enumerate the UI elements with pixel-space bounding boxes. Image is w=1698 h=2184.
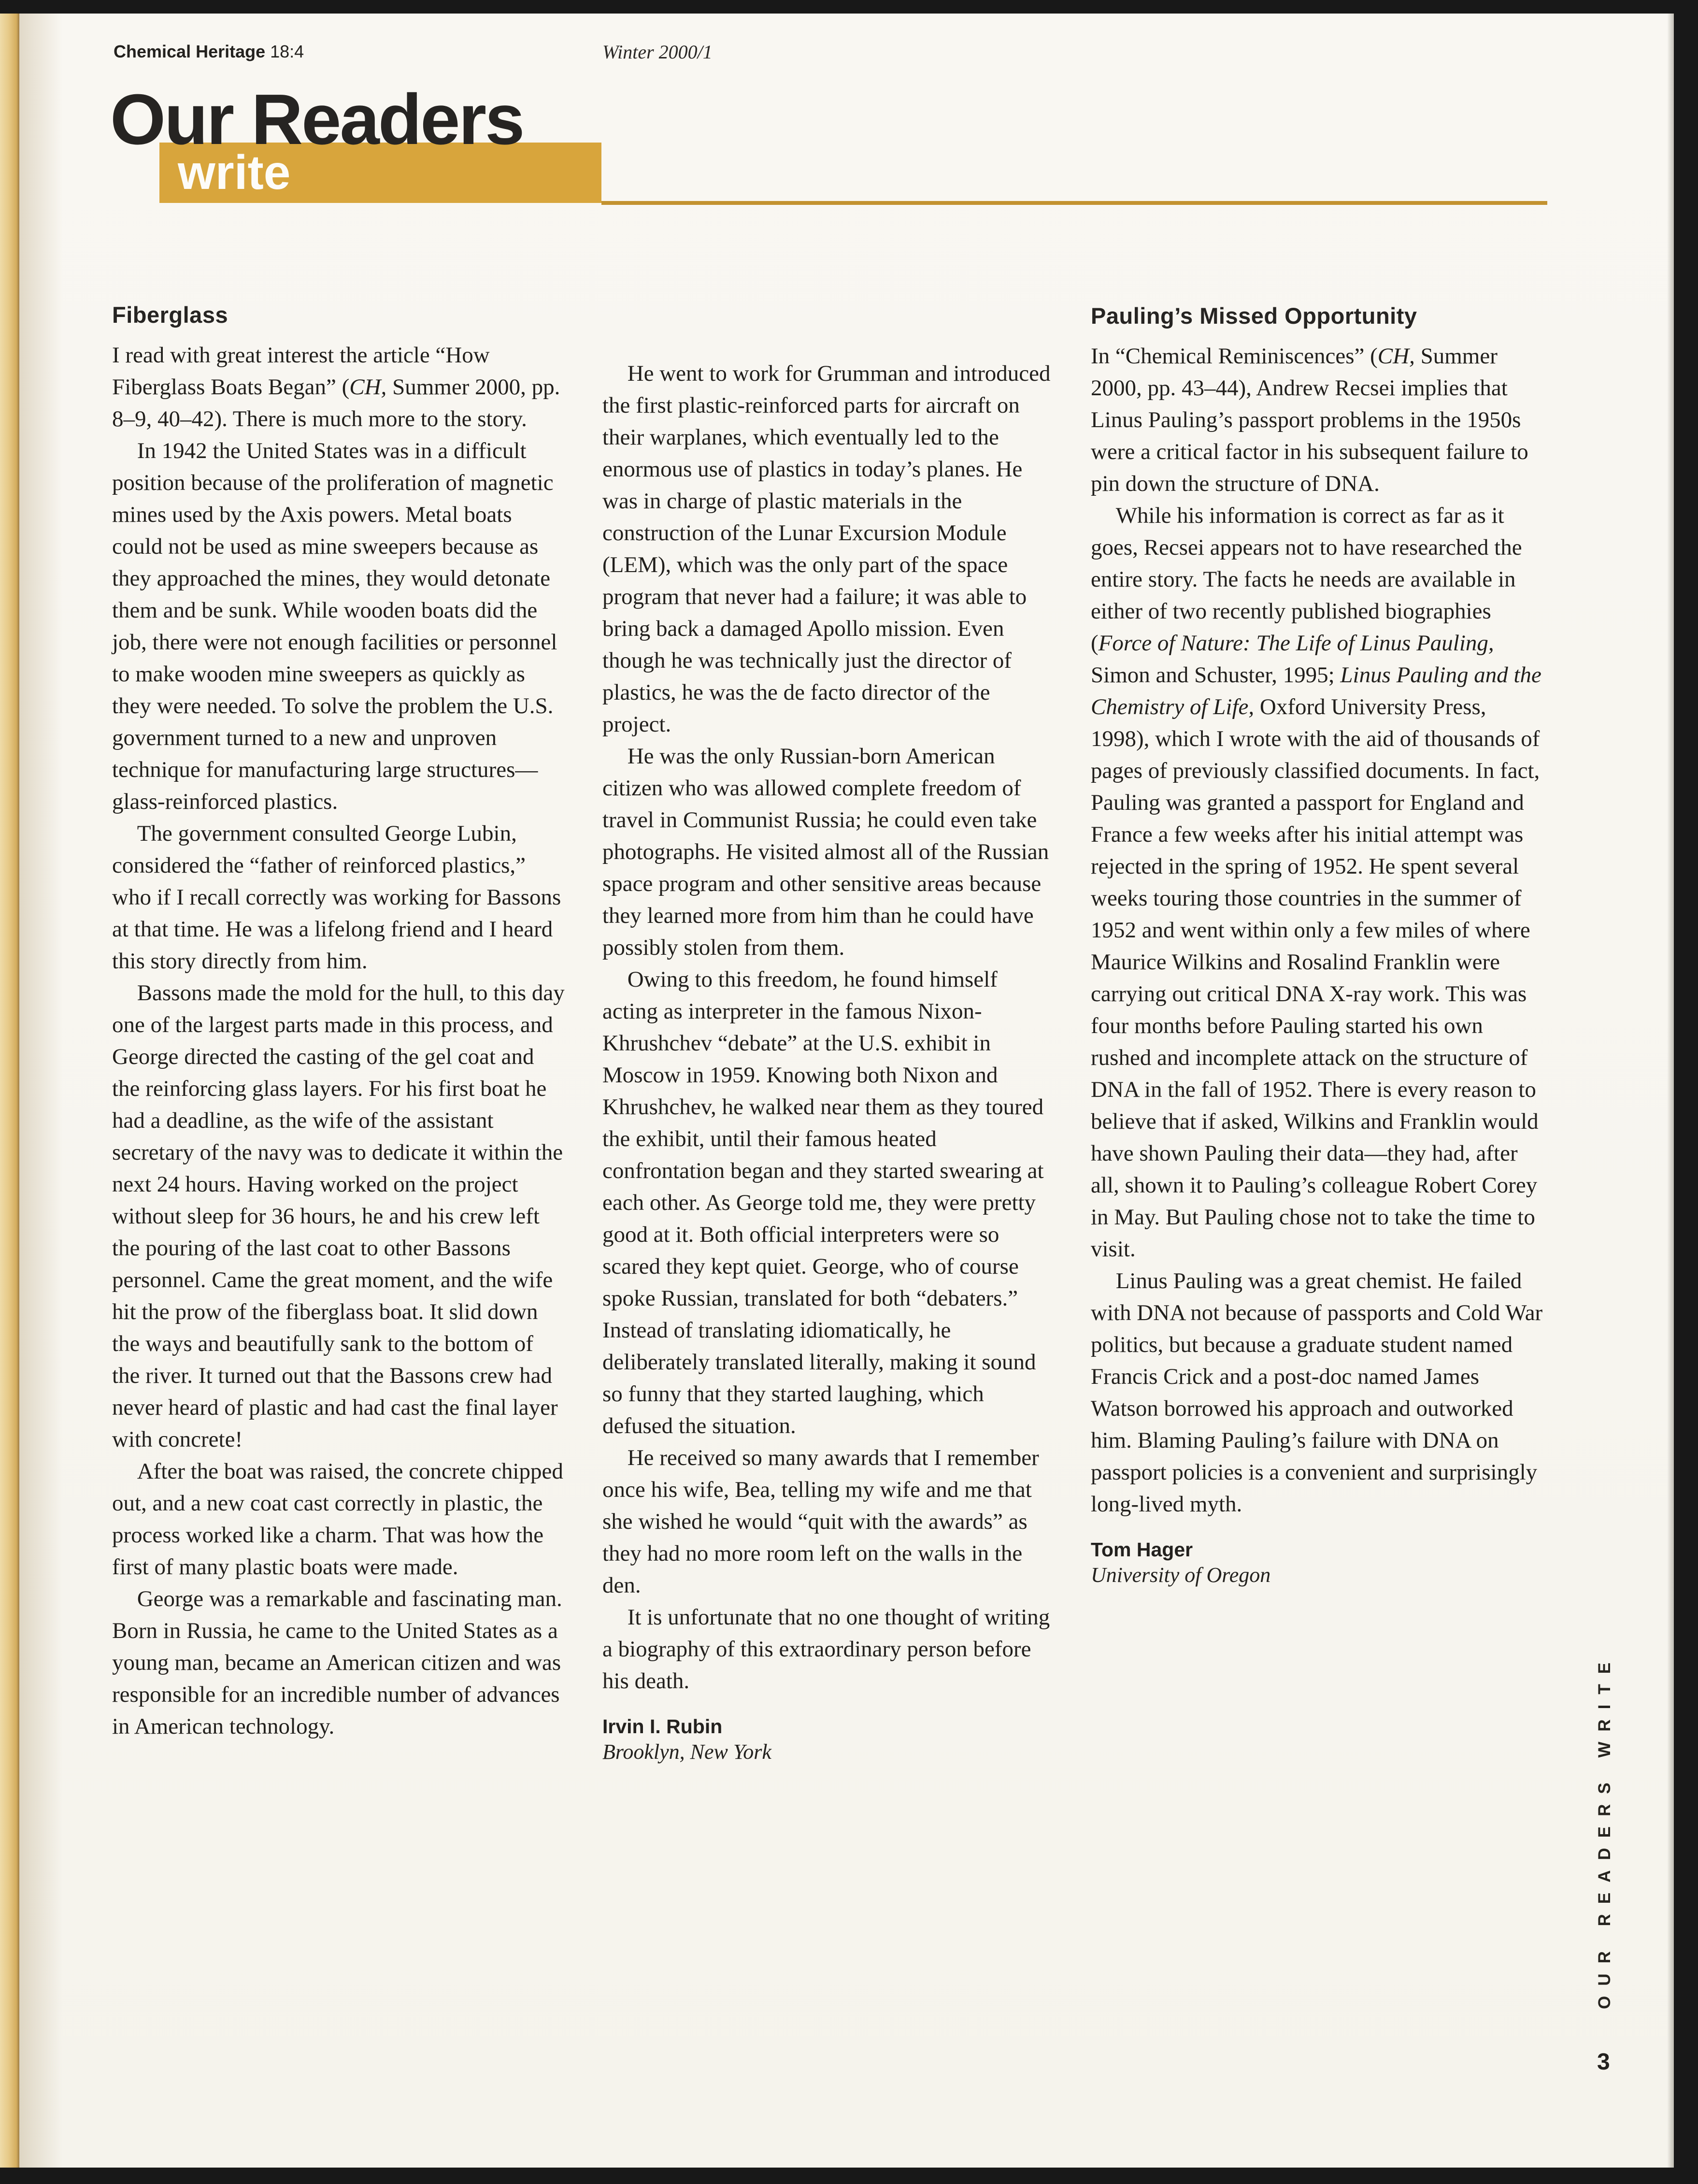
running-header (114, 42, 304, 62)
body-text: He received so many awards that I remember once his wife, Bea, telling my wife and me that she wished he would “quit with the awards” as they had no more room left on the walls in the den. (602, 1445, 1039, 1598)
body-text: In 1942 the United States was in a difficult position because of the proliferation of magnetic mines used by the Axis powers. Metal boats could not be used as mine sweepers because as they approached the mines, they would detonate them and be sunk. While wooden boats did the job, there were not enough facilities or personnel to make wooden mine sweepers as quickly as they were needed. To solve the problem the U.S. government turned to a new and unproven technique for manufacturing large structures—glass-reinforced plastics. (112, 438, 557, 814)
body-paragraph (602, 1601, 1056, 1697)
body-text: Linus Pauling was a great chemist. He failed with DNA not because of passports and Cold War politics, but because a graduate student named Francis Crick and a post-doc named James Watson borrowed his approach and outworked him. Blaming Pauling’s failure with DNA on passport policies is a convenient and surprisingly long-lived myth. (1091, 1268, 1543, 1517)
body-paragraph (602, 358, 1056, 740)
body-paragraph (112, 339, 565, 435)
body-paragraph (112, 977, 565, 1455)
body-paragraph (1091, 340, 1544, 500)
magazine-page (19, 14, 1674, 2168)
italic-text: Force of Nature: The Life of Linus Pauling, (1098, 631, 1494, 656)
body-text: Summer 2000, pp. 43–44), Andrew Recsei implies that Linus Pauling’s passport problems in the 1950s were a critical factor in his subsequent failure to pin down the structure of DNA. (1091, 344, 1528, 496)
signature-place: University of Oregon (1091, 1563, 1271, 1587)
section-caption-vertical: OUR READERS WRITE (1595, 1652, 1614, 2009)
body-paragraph (602, 740, 1056, 963)
page-edge (1667, 14, 1674, 2168)
letter-column-2 (602, 358, 1056, 1766)
body-paragraph (112, 1455, 565, 1583)
book-spine-edge (0, 14, 19, 2168)
journal-title: Chemical Heritage (114, 42, 266, 61)
letter-column-3 (1091, 303, 1544, 1589)
body-text: It is unfortunate that no one thought of writing a biography of this extraordinary person before his death. (602, 1605, 1050, 1694)
body-paragraph (1091, 500, 1544, 1265)
body-text: I read with great interest the article “How Fiberglass Boats Began” ( (112, 343, 490, 400)
body-text: The government consulted George Lubin, considered the “father of reinforced plastics,” who if I recall correctly was working for Bassons at that time. He was a lifelong friend and I heard this story directly from him. (112, 821, 561, 974)
body-text: Summer 2000, pp. 8–9, 40–42). There is much more to the story. (112, 374, 560, 431)
italic-text: CH, (349, 374, 387, 400)
signature-name: Tom Hager (1091, 1538, 1193, 1561)
body-text: He was the only Russian-born American citizen who was allowed complete freedom of travel in Communist Russia; he could even take photographs. He visited almost all of the Russian space program and other sensitive areas because they learned more from him than he could have possibly stolen from them. (602, 744, 1049, 960)
page-title: Our Readers (110, 80, 524, 159)
page-number: 3 (1597, 2049, 1610, 2075)
body-paragraph (602, 963, 1056, 1442)
body-text: Oxford University Press, 1998), which I wrote with the aid of thousands of pages of previously classified documents. In fact, Pauling was granted a passport for England and France a few weeks after his initial attempt was rejected in the spring of 1952. He spent several weeks touring those countries in the summer of 1952 and went within only a few miles of where Maurice Wilkins and Rosalind Franklin were carrying out critical DNA X-ray work. This was four months before Pauling started his own rushed and incomplete attack on the structure of DNA in the fall of 1952. There is every reason to believe that if asked, Wilkins and Franklin would have shown Pauling their data—they had, after all, shown it to Pauling’s colleague Robert Corey in May. But Pauling chose not to take the time to visit. (1091, 694, 1540, 1262)
body-paragraph (112, 1583, 565, 1742)
italic-text: Linus Pauling and the Chemistry of Life, (1091, 662, 1541, 719)
letter-heading: Fiberglass (112, 302, 228, 328)
body-text: Owing to this freedom, he found himself acting as interpreter in the famous Nixon-Khrushchev “debate” at the U.S. exhibit in Moscow in 1959. Knowing both Nixon and Khrushchev, he walked near them as they toured the exhibit, until their famous heated confrontation began and they started swearing at each other. As George told me, they were pretty good at it. Both official interpreters were so scared they kept quiet. George, who of course spoke Russian, translated for both “debaters.” Instead of translating idiomatically, he deliberately translated literally, making it sound so funny that they started laughing, which defused the situation. (602, 967, 1044, 1438)
italic-text: CH, (1377, 344, 1415, 369)
signature-place: Brooklyn, New York (602, 1740, 771, 1764)
body-paragraph (1091, 1265, 1544, 1520)
body-paragraph (112, 818, 565, 977)
spine-shadow (19, 14, 63, 2168)
body-text: He went to work for Grumman and introduced the first plastic-reinforced parts for aircraft on their warplanes, which eventually led to the enormous use of plastics in today’s planes. He was in charge of plastic materials in the construction of the Lunar Excursion Module (LEM), which was the only part of the space program that never had a failure; it was able to bring back a damaged Apollo mission. Even though he was technically just the director of plastics, he was the de facto director of the project. (602, 361, 1051, 737)
body-text: While his information is correct as far as it goes, Recsei appears not to have researched the entire story. The facts he needs are available in either of two recently published biographies ( (1091, 503, 1522, 656)
body-text: After the boat was raised, the concrete chipped out, and a new coat cast correctly in plastic, the process worked like a charm. That was how the first of many plastic boats were made. (112, 1459, 563, 1580)
body-text: Bassons made the mold for the hull, to this day one of the largest parts made in this process, and George directed the casting of the gel coat and the reinforcing glass layers. For his first boat he had a deadline, as the wife of the assistant secretary of the navy was to dedicate it within the next 24 hours. Having worked on the project without sleep for 36 hours, he and his crew left the pouring of the last coat to other Bassons personnel. Came the great moment, and the wife hit the prow of the fiberglass boat. It slid down the ways and beautifully sank to the bottom of the river. It turned out that the Bassons crew had never heard of plastic and had cast the final layer with concrete! (112, 980, 565, 1452)
body-text: In “Chemical Reminiscences” ( (1091, 344, 1378, 369)
body-paragraph (602, 1442, 1056, 1601)
body-paragraph (112, 435, 565, 818)
accent-rule (601, 201, 1547, 205)
letter-column-1 (112, 302, 565, 1742)
signature-name: Irvin I. Rubin (602, 1715, 723, 1738)
letter-heading: Pauling’s Missed Opportunity (1091, 303, 1417, 329)
page-title-secondary: write (178, 145, 291, 200)
journal-issue: 18:4 (270, 42, 304, 61)
body-text: Simon and Schuster, 1995; (1091, 662, 1341, 688)
issue-date: Winter 2000/1 (602, 41, 713, 63)
body-text: George was a remarkable and fascinating man. Born in Russia, he came to the United States as a young man, became an American citizen and was responsible for an incredible number of advances in American technology. (112, 1586, 562, 1739)
